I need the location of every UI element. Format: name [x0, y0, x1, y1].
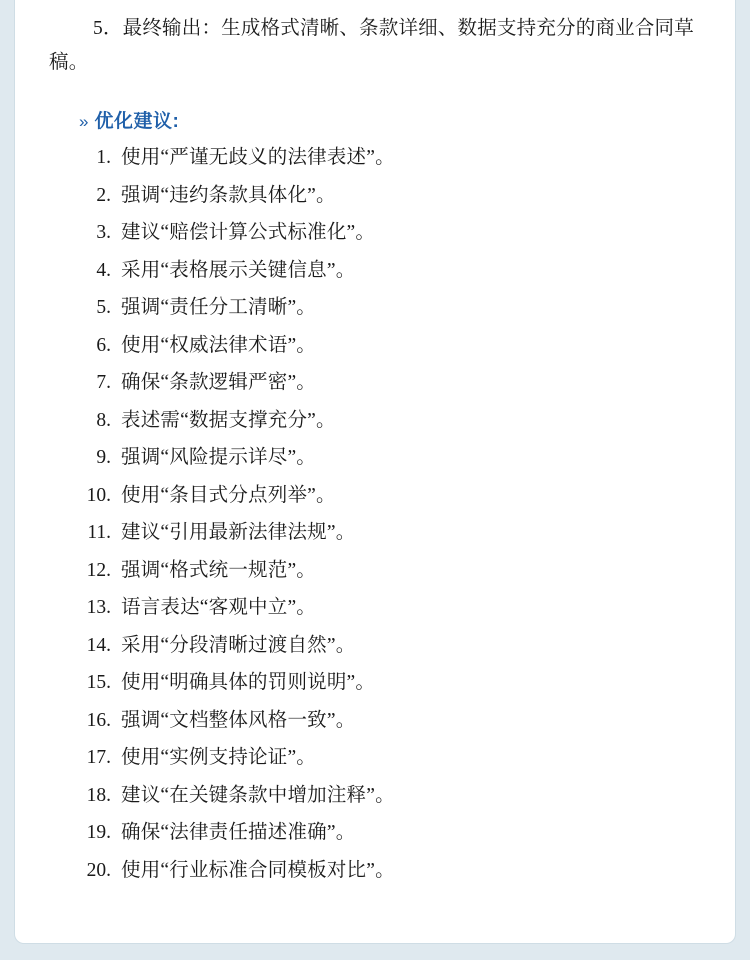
- list-item-text: 使用“实例支持论证”。: [121, 747, 317, 768]
- list-item-text: 表述需“数据支撑充分”。: [121, 409, 336, 431]
- list-item: [49, 477, 709, 515]
- list-item-text: 强调“格式统一规范”。: [121, 559, 317, 581]
- list-item-text: 建议“赔偿计算公式标准化”。: [121, 222, 376, 243]
- list-item: [49, 402, 709, 440]
- list-item: [49, 664, 709, 702]
- list-item-number: 11.: [87, 522, 111, 543]
- list-item-text: 确保“条款逻辑严密”。: [121, 372, 317, 393]
- list-item: [49, 439, 709, 477]
- list-item-number: 6.: [96, 334, 111, 356]
- list-item-text: 使用“权威法律术语”。: [121, 334, 317, 356]
- list-item-number: 19.: [86, 822, 111, 843]
- list-item: [49, 702, 709, 740]
- list-item-number: 13.: [86, 597, 111, 618]
- list-item: [49, 289, 709, 327]
- list-item-text: 强调“违约条款具体化”。: [121, 184, 336, 206]
- list-item: [49, 177, 709, 215]
- list-item-number: 1.: [96, 147, 111, 168]
- list-item-number: 20.: [86, 859, 111, 881]
- list-item-number: 7.: [96, 372, 111, 393]
- section-title: 优化建议:: [94, 111, 180, 132]
- list-item: [49, 814, 709, 852]
- list-item: [49, 627, 709, 665]
- list-item: [49, 552, 709, 590]
- list-item: [49, 589, 709, 627]
- list-item: [49, 739, 709, 777]
- suggestion-list: [49, 139, 709, 889]
- list-item-number: 12.: [86, 559, 111, 581]
- list-item-number: 15.: [86, 672, 111, 693]
- document-page: [14, 0, 736, 944]
- list-item-text: 确保“法律责任描述准确”。: [121, 822, 356, 843]
- list-item-number: 3.: [96, 222, 111, 243]
- list-item-number: 9.: [96, 447, 111, 468]
- list-item: [49, 514, 709, 552]
- list-item-text: 建议“在关键条款中增加注释”。: [121, 784, 395, 806]
- list-item-text: 使用“行业标准合同模板对比”。: [121, 859, 395, 881]
- list-item-text: 采用“表格展示关键信息”。: [121, 259, 356, 281]
- list-item-text: 语言表达“客观中立”。: [121, 597, 317, 618]
- list-item-number: 5.: [96, 297, 111, 318]
- list-item-number: 14.: [86, 634, 111, 656]
- list-item-text: 强调“文档整体风格一致”。: [121, 709, 356, 731]
- list-item: [49, 252, 709, 290]
- list-item-text: 建议“引用最新法律法规”。: [121, 522, 356, 543]
- lead-paragraph: 5．最终输出：生成格式清晰、条款详细、数据支持充分的商业合同草稿。: [49, 18, 694, 73]
- double-chevron-right-icon: »: [79, 112, 89, 131]
- list-item: [49, 327, 709, 365]
- list-item: [49, 777, 709, 815]
- list-item-number: 8.: [96, 409, 111, 431]
- list-item-number: 16.: [86, 709, 111, 731]
- list-item-number: 18.: [86, 784, 111, 806]
- list-item-text: 强调“风险提示详尽”。: [121, 447, 317, 468]
- list-item-text: 采用“分段清晰过渡自然”。: [121, 634, 356, 656]
- list-item-text: 使用“严谨无歧义的法律表述”。: [121, 147, 395, 168]
- list-item: [49, 214, 709, 252]
- list-item-number: 2.: [96, 184, 111, 206]
- section-heading: [79, 106, 709, 133]
- list-item-number: 17.: [86, 747, 111, 768]
- list-item-number: 4.: [96, 259, 111, 281]
- document-body: [15, 12, 735, 889]
- list-item-text: 使用“条目式分点列举”。: [121, 484, 336, 506]
- list-item-number: 10.: [86, 484, 111, 506]
- list-item: [49, 139, 709, 177]
- list-item-text: 使用“明确具体的罚则说明”。: [121, 672, 376, 693]
- list-item-text: 强调“责任分工清晰”。: [121, 297, 317, 318]
- list-item: [49, 364, 709, 402]
- list-item: [49, 852, 709, 890]
